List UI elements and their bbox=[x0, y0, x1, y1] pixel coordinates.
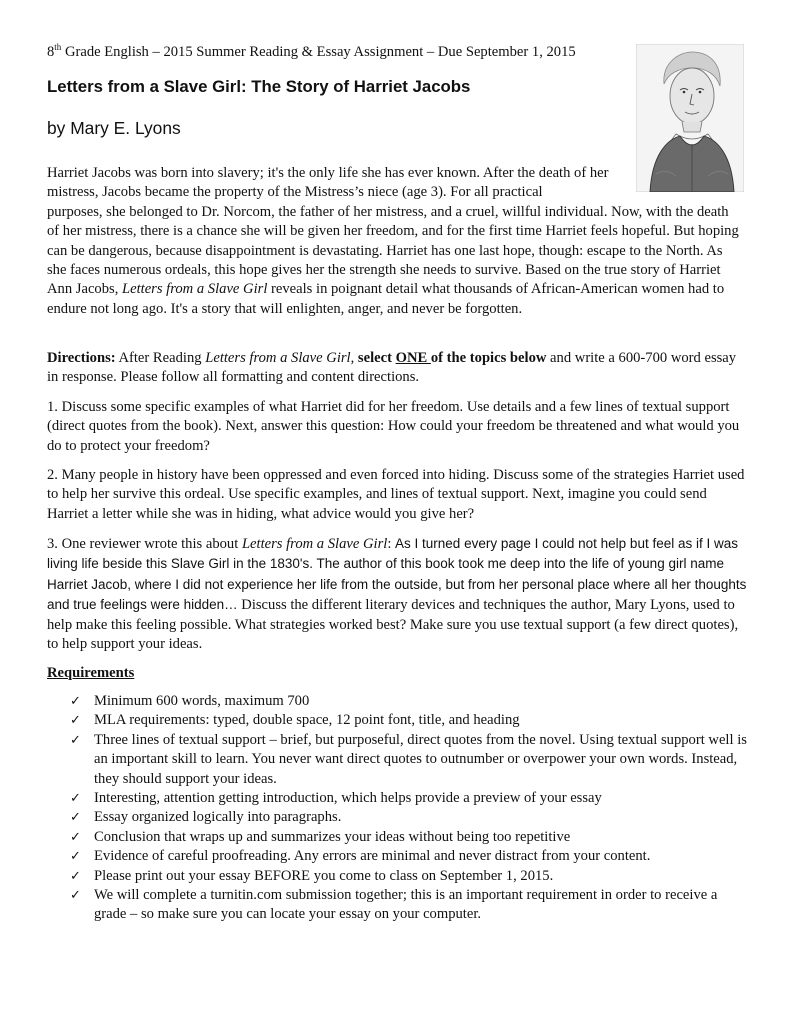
checkmark-icon: ✓ bbox=[70, 868, 81, 884]
checkmark-icon: ✓ bbox=[70, 810, 81, 826]
requirement-item bbox=[70, 789, 750, 808]
header-text: Grade English – 2015 Summer Reading & Essay Assignment – Due September 1, 2015 bbox=[61, 44, 576, 60]
topic-3-colon: : bbox=[387, 536, 396, 552]
requirement-text: Conclusion that wraps up and summarizes your ideas without being too repetitive bbox=[94, 828, 571, 845]
topic-3-book-title: Letters from a Slave Girl bbox=[241, 536, 388, 552]
requirement-item bbox=[70, 847, 750, 866]
requirement-item bbox=[70, 711, 750, 730]
directions-book-title: Letters from a Slave Girl bbox=[205, 350, 351, 366]
requirement-item bbox=[70, 867, 750, 886]
grade-ordinal: th bbox=[54, 42, 62, 53]
document-author: by Mary E. Lyons bbox=[47, 118, 181, 138]
directions-topics: of the topics below bbox=[430, 350, 547, 366]
intro-text-2: purposes, she belonged to Dr. Norcom, the father of her mistress, and a cruel, willful individual. Now, with the death of her mistress, there is a chance she will be given her freedom, and for the first time Harriet feels hopeful. But hoping can be dangerous, because disappointment is devastating. Harriet has one last hope, though: escape to the North. As she faces numerous ordeals, this hope gives her the strength she needs to survive. Based on the true story of Harriet Ann Jacobs, bbox=[47, 203, 739, 298]
requirement-text: Three lines of textual support – brief, but purposeful, direct quotes from the novel. Using textual support well is an important skill to learn. You never want direct quotes to outnumber or overpower your own words. Instead, they should support your ideas. bbox=[94, 731, 747, 787]
checkmark-icon: ✓ bbox=[70, 732, 81, 748]
checkmark-icon: ✓ bbox=[70, 849, 81, 865]
requirements-list bbox=[70, 692, 750, 925]
directions-one: ONE bbox=[395, 350, 431, 366]
directions-paragraph bbox=[47, 349, 747, 388]
checkmark-icon: ✓ bbox=[70, 694, 81, 709]
requirement-text: Essay organized logically into paragraphs. bbox=[94, 809, 342, 826]
grade-number: 8 bbox=[47, 44, 55, 60]
requirement-text: Minimum 600 words, maximum 700 bbox=[94, 693, 310, 709]
requirement-text: Interesting, attention getting introduction, which helps provide a preview of your essay bbox=[94, 790, 602, 807]
directions-text-3: and write a 600-700 word essay in response. Please follow all formatting and content directions. bbox=[47, 350, 737, 386]
directions-text-1: After Reading bbox=[115, 350, 206, 366]
intro-text-3: reveals in poignant detail what thousands of African-American women had to endure not long ago. It's a story that will enlighten, anger, and never be forgotten. bbox=[47, 281, 725, 317]
topic-3 bbox=[47, 534, 752, 654]
requirement-text: Please print out your essay BEFORE you come to class on September 1, 2015. bbox=[94, 867, 554, 884]
requirements-heading: Requirements bbox=[47, 665, 135, 681]
directions-text-2: , bbox=[350, 350, 358, 366]
directions-select: select bbox=[357, 350, 396, 366]
intro-text-1: Harriet Jacobs was born into slavery; it's the only life she has ever known. After the death of her mistress, Jacobs became the property of the Mistress’s niece (age 3). For all practical bbox=[47, 165, 609, 201]
requirement-text: MLA requirements: typed, double space, 12 point font, title, and heading bbox=[94, 712, 520, 729]
requirement-text: We will complete a turnitin.com submission together; this is an important requirement in order to receive a grade – so make sure you can locate your essay on your computer. bbox=[94, 887, 718, 923]
requirement-item bbox=[70, 828, 750, 847]
checkmark-icon: ✓ bbox=[70, 713, 81, 729]
requirement-item bbox=[70, 886, 750, 925]
checkmark-icon: ✓ bbox=[70, 829, 81, 845]
topic-3-prefix: 3. One reviewer wrote this about bbox=[47, 536, 242, 552]
checkmark-icon: ✓ bbox=[70, 791, 81, 807]
checkmark-icon: ✓ bbox=[70, 888, 81, 904]
topic-1: 1. Discuss some specific examples of what Harriet did for her freedom. Use details and a few lines of textual support (direct quotes from the book). Next, answer this question: How could your freedom be threatened and what would you do to protect your freedom? bbox=[47, 399, 740, 454]
topic-3-rest: Discuss the different literary devices and techniques the author, Mary Lyons, used to help make this feeling possible. What strategies worked best? Make sure you use textual support (a few direct quotes), to help support your ideas. bbox=[47, 597, 739, 653]
requirement-item bbox=[70, 808, 750, 827]
document-title: Letters from a Slave Girl: The Story of Harriet Jacobs bbox=[47, 77, 471, 96]
intro-book-title: Letters from a Slave Girl bbox=[122, 281, 268, 298]
requirement-item bbox=[70, 731, 750, 789]
topic-3-reviewer-quote: As I turned every page I could not help but feel as if I was living life beside this Slave Girl in the 1830's. The author of this book took me deep into the life of young girl name Harriet Jacob, where I did not experience her life from the outside, but from her personal place where all her thoughts and true feelings were hidden… bbox=[47, 536, 747, 613]
directions-label: Directions: bbox=[47, 350, 116, 366]
requirement-text: Evidence of careful proofreading. Any errors are minimal and never distract from your content. bbox=[94, 848, 651, 865]
intro-paragraph bbox=[47, 164, 742, 319]
topic-2: 2. Many people in history have been oppressed and even forced into hiding. Discuss some of the strategies Harriet used to help her survive this ordeal. Use specific examples, and lines of textual support. Next, imagine you could send Harriet a letter while she was in hiding, what advice would you give her? bbox=[47, 467, 745, 522]
requirement-item bbox=[70, 692, 750, 711]
header-line bbox=[47, 43, 637, 62]
